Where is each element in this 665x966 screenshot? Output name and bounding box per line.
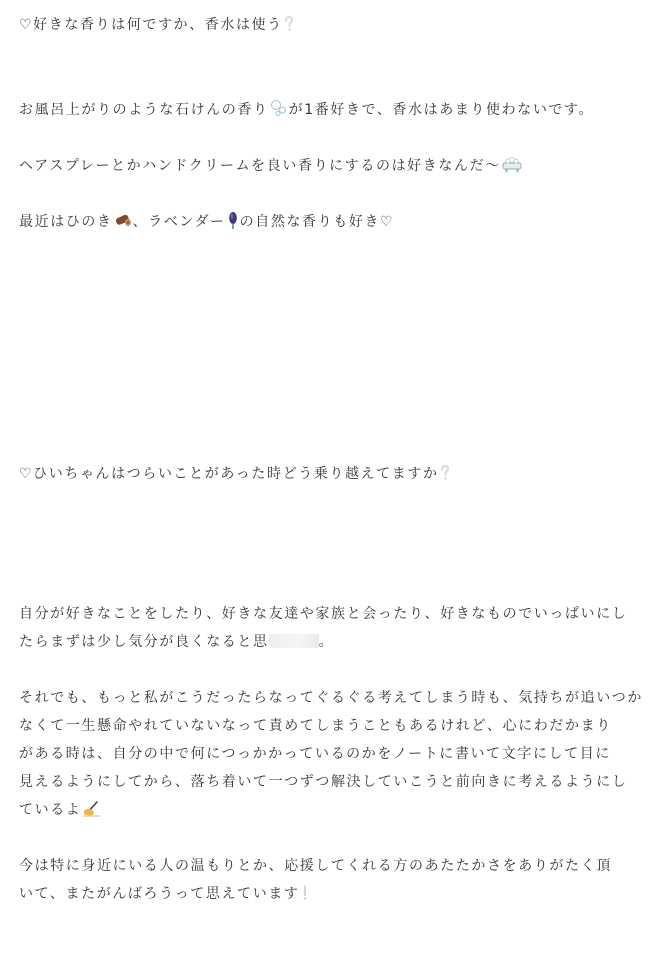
question-overcoming-text: ♡ひいちゃんはつらいことがあった時どう乗り越えてますか <box>19 466 439 482</box>
answer-text: 見えるようにしてから、落ち着いて一つずつ解決していこうと前向きに考えるようにし <box>19 774 628 790</box>
question-scent <box>19 11 641 42</box>
question-mark-icon <box>440 463 450 491</box>
answer-text: 最近はひのき <box>19 214 113 230</box>
answer-overcoming-paragraph-3 <box>19 852 644 908</box>
answer-text: お風呂上がりのような石けんの香り <box>19 102 269 118</box>
answer-text: 。 <box>318 634 335 650</box>
answer-text: の自然な香りも好き♡ <box>239 214 395 230</box>
answer-text: 今は特に身近にいる人の温もりとか、応援してくれる方のあたたかさをありがたく頂 <box>19 858 612 874</box>
answer-scent-line-2 <box>19 152 641 183</box>
writing-hand-icon <box>82 799 102 827</box>
answer-overcoming-paragraph-1 <box>19 600 644 656</box>
answer-text: いて、またがんばろうって思えています <box>19 886 300 902</box>
answer-text: 、ラベンダー <box>132 214 226 230</box>
question-scent-text: ♡好きな香りは何ですか、香水は使う <box>19 17 283 33</box>
bathtub-icon <box>502 155 522 183</box>
answer-text: たらまずは少し気分が良くなると思 <box>19 634 269 650</box>
answer-text: ヘアスプレーとかハンドクリームを良い香りにするのは好きなんだ〜 <box>19 158 501 174</box>
answer-scent-line-3 <box>19 208 641 239</box>
blurred-text <box>269 634 319 648</box>
question-overcoming <box>19 460 641 491</box>
answer-text: それでも、もっと私がこうだったらなってぐるぐる考えてしまう時も、気持ちが追いつか <box>19 690 643 706</box>
answer-text: がある時は、自分の中で何につっかかっているのかをノートに書いて文字にして目に <box>19 746 611 762</box>
answer-text-row <box>19 880 644 908</box>
wood-icon <box>114 211 132 239</box>
question-mark-icon <box>284 14 294 42</box>
answer-text-row <box>19 796 644 824</box>
bubbles-icon <box>270 99 288 127</box>
lavender-icon <box>227 211 239 239</box>
answer-text: が1番好きで、香水はあまり使わないです。 <box>288 102 595 118</box>
answer-text: なくて一生懸命やれていないなって責めてしまうこともあるけれど、心にわだかまり <box>19 718 612 734</box>
answer-scent-line-1 <box>19 96 641 127</box>
answer-text: 自分が好きなことをしたり、好きな友達や家族と会ったり、好きなものでいっぱいにし <box>19 606 628 622</box>
exclamation-mark-icon <box>301 883 309 911</box>
answer-overcoming-paragraph-2 <box>19 684 644 824</box>
answer-text: ているよ <box>19 802 82 818</box>
answer-text-row <box>19 628 644 656</box>
